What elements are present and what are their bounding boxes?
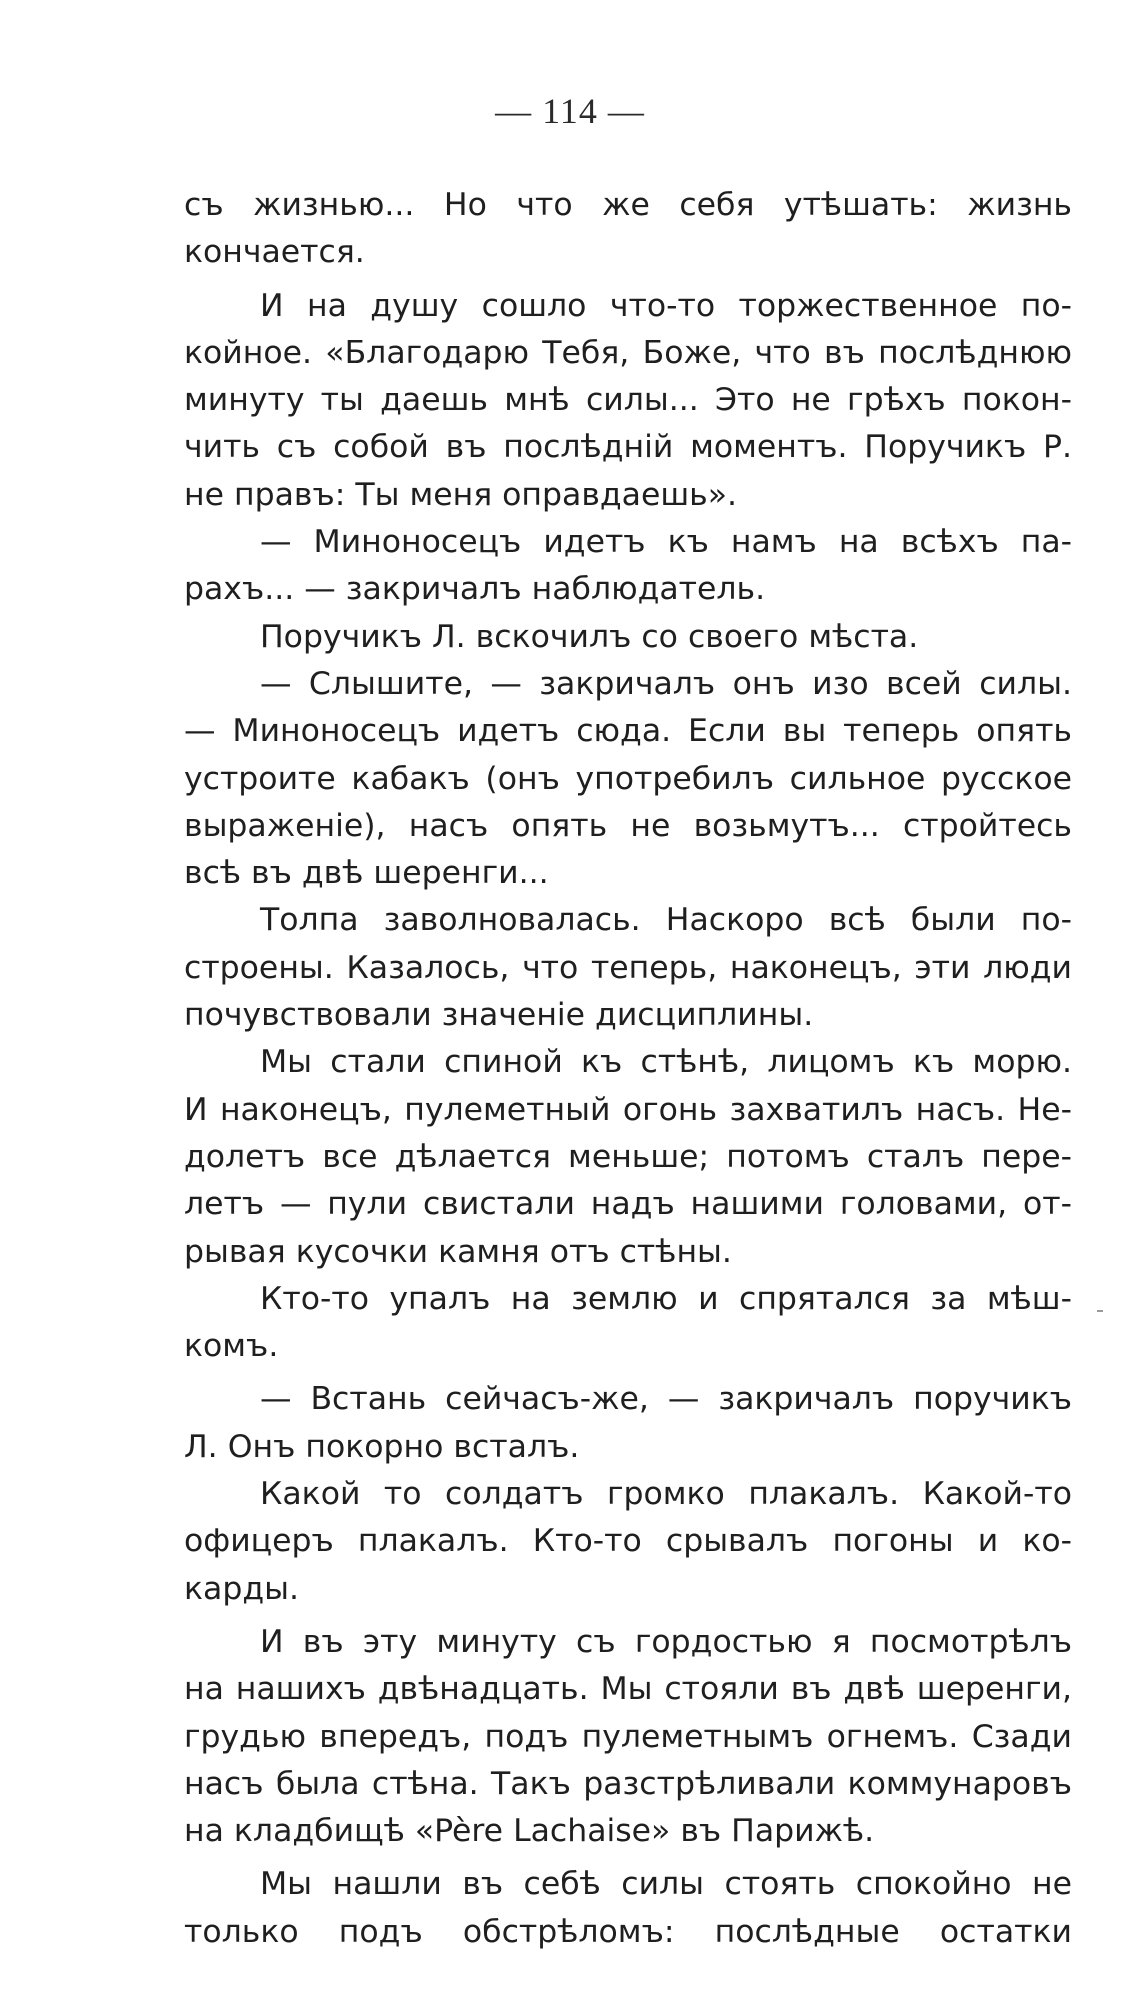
text-line: офицеръ плакалъ. Кто-то срывалъ погоны и ко- (184, 1523, 1072, 1560)
page-number: — 114 — (495, 91, 645, 131)
text-line: Л. Онъ покорно всталъ. (184, 1428, 580, 1465)
text-line: — Миноносецъ идетъ сюда. Если вы теперь опять (184, 713, 1072, 750)
text-line: рахъ... — закричалъ наблюдатель. (184, 571, 766, 608)
text-line: насъ была стѣна. Такъ разстрѣливали коммунаровъ (184, 1765, 1072, 1802)
text-line: на кладбищѣ «Père Lachaise» въ Парижѣ. (184, 1813, 875, 1850)
text-line: грудью впередъ, подъ пулеметнымъ огнемъ. Сзади (184, 1718, 1072, 1755)
text-line: Мы нашли въ себѣ силы стоять спокойно не (260, 1866, 1072, 1903)
text-line: не правъ: Ты меня оправдаешь». (184, 476, 738, 513)
text-line: летъ — пули свистали надъ нашими головами, от- (184, 1186, 1072, 1223)
text-line: рывая кусочки камня отъ стѣны. (184, 1233, 732, 1270)
text-line: И наконецъ, пулеметный огонь захватилъ насъ. Не- (184, 1091, 1072, 1128)
text-line: И въ эту минуту съ гордостью я посмотрѣлъ (260, 1623, 1072, 1660)
text-line: Кто-то упалъ на землю и спрятался за мѣш- (260, 1280, 1072, 1317)
text-line: Поручикъ Л. вскочилъ со своего мѣста. (260, 618, 919, 655)
text-line: — Встань сейчасъ-же, — закричалъ поручикъ (260, 1381, 1072, 1418)
text-line: строены. Казалось, что теперь, наконецъ, эти люди (184, 949, 1072, 986)
text-line: почувствовали значенiе дисциплины. (184, 997, 814, 1034)
text-line: Толпа заволновалась. Наскоро всѣ были по- (260, 902, 1072, 939)
text-line: Какой то солдатъ громко плакалъ. Какой-то (260, 1476, 1072, 1513)
text-line: всѣ въ двѣ шеренги... (184, 855, 549, 892)
text-line: — Миноносецъ идетъ къ намъ на всѣхъ па- (260, 524, 1072, 561)
text-line: — Слышите, — закричалъ онъ изо всей силы. (260, 665, 1072, 702)
text-line: минуту ты даешь мнѣ силы... Это не грѣхъ покон- (184, 382, 1072, 419)
text-line: только подъ обстрѣломъ: послѣдные остатки (184, 1913, 1072, 1950)
text-line: карды. (184, 1570, 299, 1607)
text-line: выраженiе), насъ опять не возьмутъ... стройтесь (184, 807, 1072, 844)
body-text (184, 182, 1072, 1956)
text-line: съ жизнью... Но что же себя утѣшать: жизнь (184, 187, 1072, 223)
text-line: кончается. (184, 234, 365, 271)
text-line: на нашихъ двѣнадцать. Мы стояли въ двѣ шеренги, (184, 1671, 1072, 1708)
text-line: комъ. (184, 1328, 279, 1365)
text-line: И на душу сошло что-то торжественное по- (260, 287, 1072, 324)
margin-mark (1097, 1310, 1103, 1312)
text-line: долетъ все дѣлается меньше; потомъ сталъ пере- (184, 1138, 1072, 1175)
text-line: Мы стали спиной къ стѣнѣ, лицомъ къ морю. (260, 1044, 1072, 1081)
text-line: койное. «Благодарю Тебя, Боже, что въ послѣднюю (184, 334, 1072, 371)
text-line: устроите кабакъ (онъ употребилъ сильное русское (184, 760, 1072, 797)
text-line: чить съ собой въ послѣднiй моментъ. Поручикъ Р. (184, 429, 1072, 466)
